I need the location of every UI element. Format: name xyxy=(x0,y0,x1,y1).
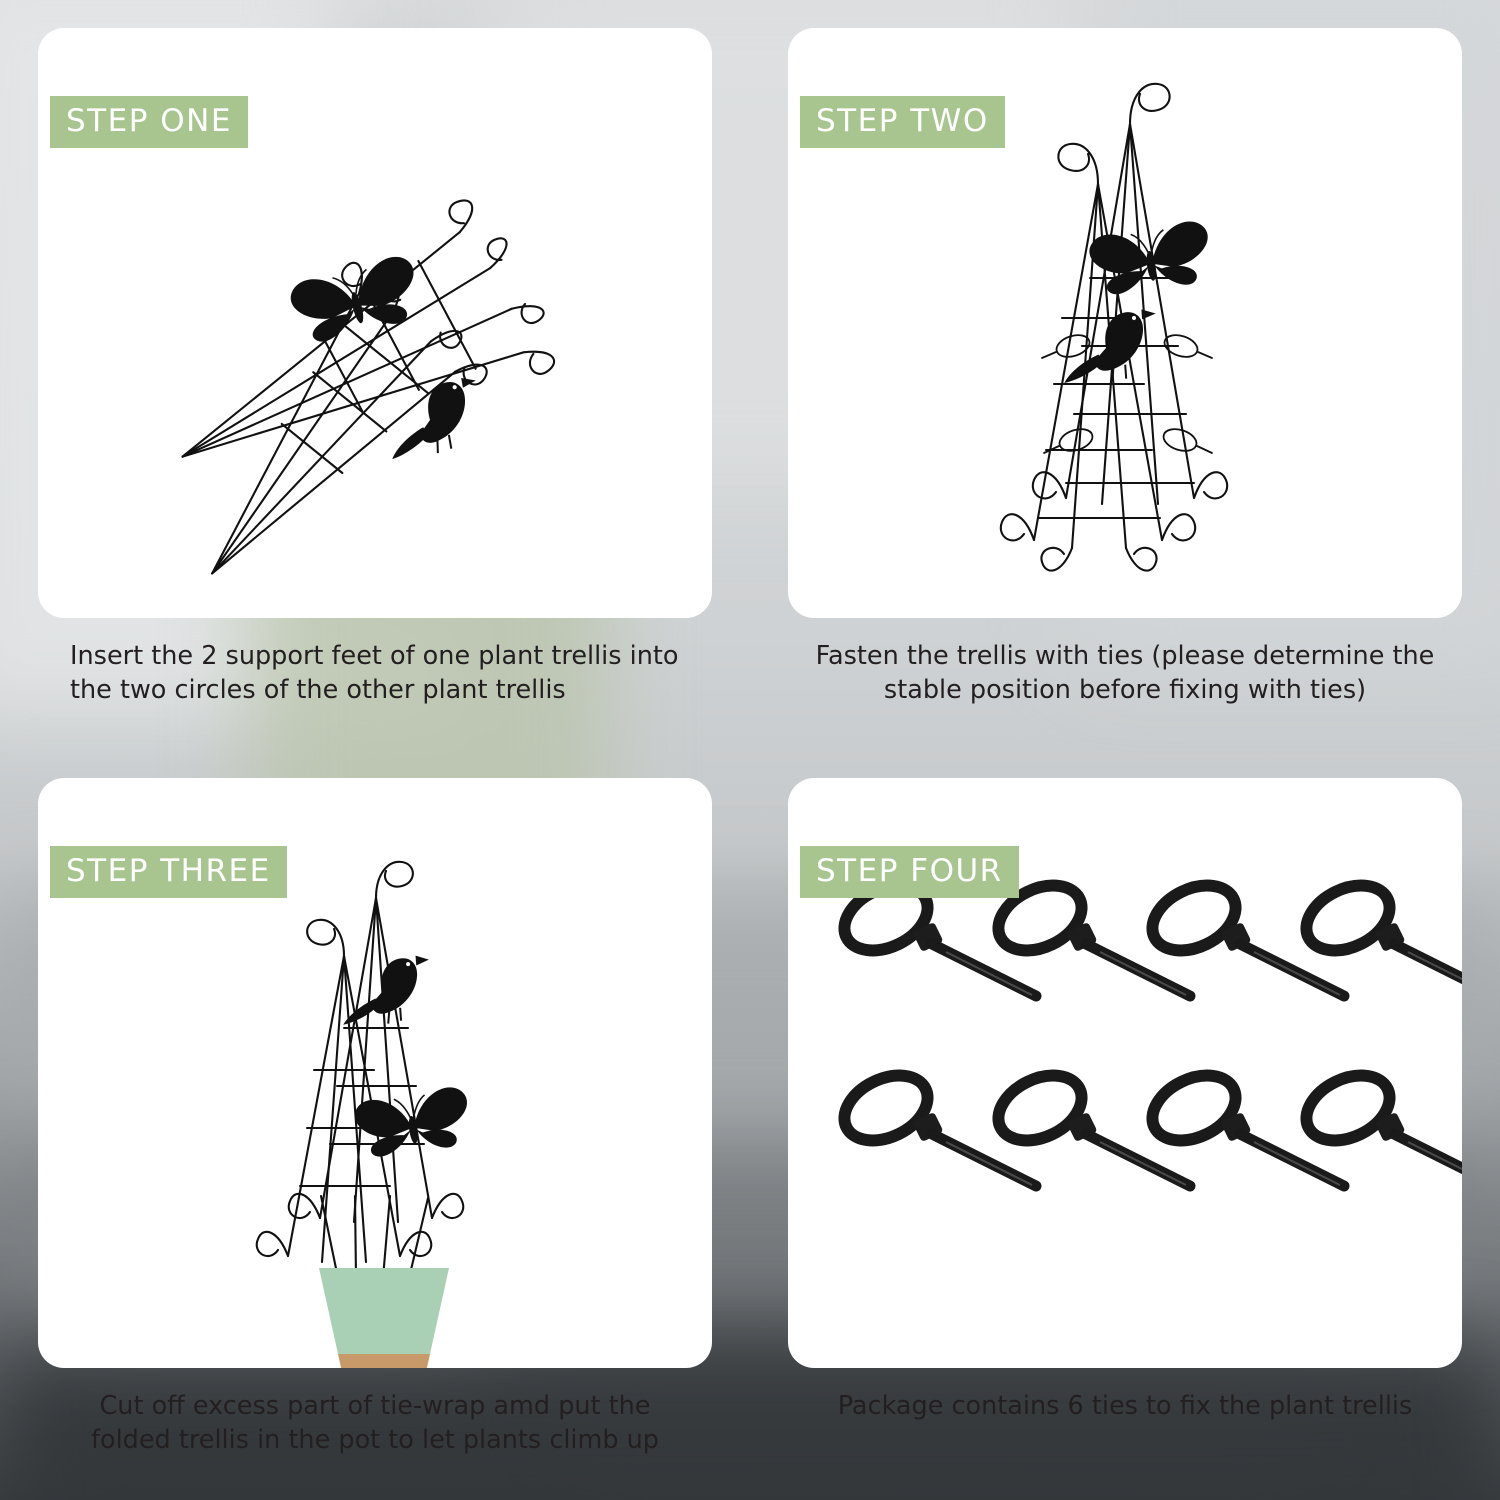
step-card-four xyxy=(750,750,1500,1500)
step-one-caption: Insert the 2 support feet of one plant trellis into the two circles of the other plant trellis xyxy=(70,641,679,705)
step-two-panel xyxy=(788,28,1462,618)
step-card-two xyxy=(750,0,1500,750)
step-card-one xyxy=(0,0,750,750)
plant-pot xyxy=(319,1268,449,1368)
step-two-caption: Fasten the trellis with ties (please determine the stable position before fixing with ties) xyxy=(815,641,1435,705)
step-one-panel xyxy=(38,28,712,618)
step-one-badge: STEP ONE xyxy=(50,96,248,148)
cable-ties-group xyxy=(834,873,1462,1186)
step-two-badge: STEP TWO xyxy=(800,96,1005,148)
step-card-three xyxy=(0,750,750,1500)
step-three-panel xyxy=(38,778,712,1368)
step-three-caption: Cut off excess part of tie-wrap amd put the folded trellis in the pot to let plants climb up xyxy=(91,1391,659,1455)
step-three-badge: STEP THREE xyxy=(50,846,287,898)
step-four-caption: Package contains 6 ties to fix the plant trellis xyxy=(837,1391,1413,1421)
step-four-panel xyxy=(788,778,1462,1368)
step-four-badge: STEP FOUR xyxy=(800,846,1019,898)
